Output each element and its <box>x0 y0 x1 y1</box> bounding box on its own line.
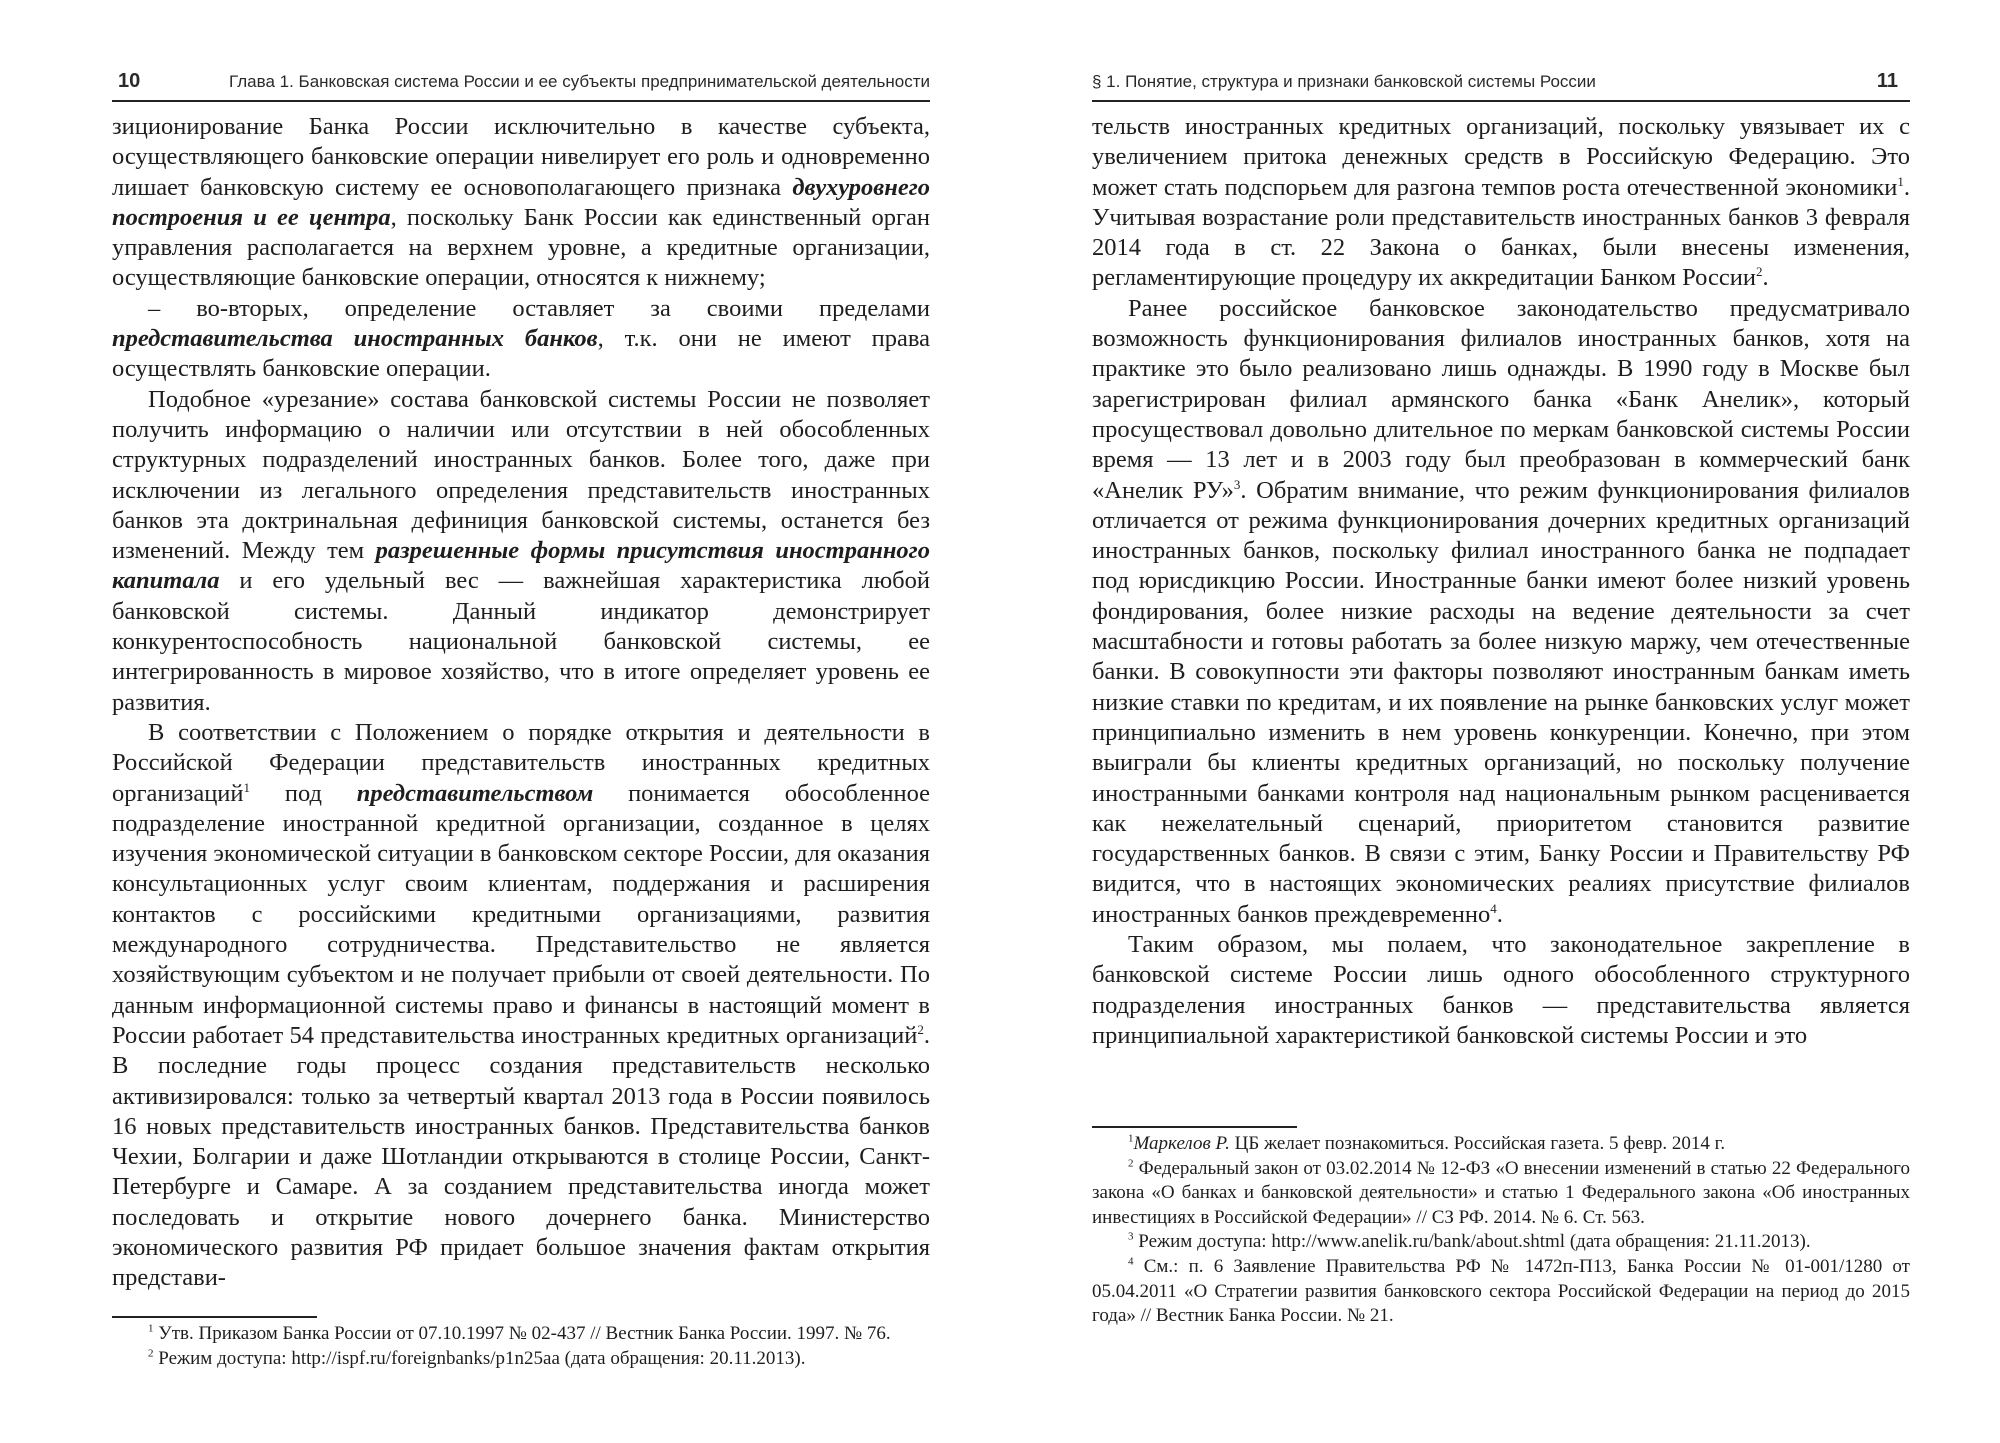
text-run: В соответствии с Положением о порядке открытия и деятельности в Российской Федерации представительств иностранных кредитных организаций <box>112 718 930 807</box>
footnote-number: 2 <box>1128 1157 1134 1170</box>
right-page-body <box>1092 112 1910 1051</box>
text-run: под <box>250 779 357 807</box>
footnote-number: 3 <box>1128 1231 1134 1244</box>
text-run: . <box>1496 900 1503 928</box>
footnote-ref[interactable]: 1 <box>243 779 251 795</box>
left-footnotes <box>112 1322 930 1371</box>
text-run: , т.к. они не имеют права осуществлять банковские операции. <box>112 325 930 383</box>
footnote <box>112 1322 930 1347</box>
paragraph <box>1092 112 1910 294</box>
right-page-header <box>1092 64 1910 102</box>
page-number: 11 <box>1876 70 1898 92</box>
text-run: Подобное «урезание» состава банковской системы России не позволяет получить информацию о наличии или отсутствии в ней обособленных структурных подразделений иностранных банков. Более того, даже при исключении из легального определения представительств иностранных банков эта доктринальная дефиниция банковской системы, останется без изменений. Между тем <box>112 385 930 565</box>
footnote <box>1092 1255 1910 1329</box>
running-head: Глава 1. Банковская система России и ее субъекты предпринимательской деятельности <box>229 72 930 91</box>
footnote-divider <box>112 1316 317 1318</box>
footnote-number: 1 <box>1128 1132 1134 1145</box>
text-run: зиционирование Банка России исключительно в качестве субъекта, осуществляющего банковские операции нивелирует его роль и одновременно лишает банковскую систему ее основополагающего признака <box>112 113 930 201</box>
footnote-text: См.: п. 6 Заявление Правительства РФ № 1472п-П13, Банка России № 01-001/1280 от 05.04.2011 «О Стратегии развития банковского сектора Российской Федерации на период до 2015 года» // Вестник Банка России. № 21. <box>1092 1255 1910 1327</box>
footnote-text: Режим доступа: http://ispf.ru/foreignbanks/p1n25aa (дата обращения: 20.11.2013). <box>153 1347 806 1369</box>
paragraph <box>1092 294 1910 930</box>
footnote-number: 2 <box>148 1347 154 1360</box>
footnote <box>1092 1132 1910 1157</box>
text-run: – во-вторых, определение оставляет за своими пределами <box>148 294 930 322</box>
footnote-number: 1 <box>148 1322 154 1335</box>
footnote-text: Федеральный закон от 03.02.2014 № 12-ФЗ «О внесении изменений в статью 22 Федерального закона «О банках и банковской деятельности» и статью 1 Федерального закона «Об иностранных инвестициях в Российской Федерации» // СЗ РФ. 2014. № 6. Ст. 563. <box>1092 1157 1910 1228</box>
footnote-divider <box>1092 1126 1297 1128</box>
emphasis-text: представительства иностранных банков <box>112 325 598 353</box>
right-footnotes <box>1092 1132 1910 1329</box>
footnote-ref[interactable]: 4 <box>1490 900 1497 916</box>
text-run: Ранее российское банковское законодательство предусматривало возможность функционирования филиалов иностранных банков, хотя на практике это было реализовано лишь однажды. В 1990 году в Москве был зарегистрирован филиал армянского банка «Банк Анелик», который просуществовал довольно длительное по меркам банковской системы России время — 13 лет и в 2003 году был преобразован в коммерческий банк «Анелик РУ» <box>1092 294 1910 504</box>
emphasis-text: представительством <box>356 779 594 807</box>
paragraph <box>1092 930 1910 1051</box>
text-run: . <box>1762 264 1769 292</box>
footnote-ref[interactable]: 3 <box>1233 476 1241 492</box>
paragraph <box>112 718 930 1294</box>
emphasis-text: разрешенные формы присутствия иностранного капитала <box>112 537 930 595</box>
footnote-number: 4 <box>1128 1255 1134 1268</box>
paragraph <box>112 294 930 385</box>
footnote-text: ЦБ желает познакомиться. Российская газета. 5 февр. 2014 г. <box>1229 1133 1726 1154</box>
footnote-text: Режим доступа: http://www.anelik.ru/bank/about.shtml (дата обращения: 21.11.2013). <box>1133 1231 1811 1253</box>
footnote-ref[interactable]: 2 <box>1755 264 1763 280</box>
footnote <box>1092 1157 1910 1231</box>
running-head: § 1. Понятие, структура и признаки банковской системы России <box>1092 72 1596 91</box>
footnote <box>112 1347 930 1372</box>
emphasis-text: двухуровнего построения и ее центра <box>112 173 930 231</box>
text-run: . В последние годы процесс создания представительств несколько активизировался: только за четвертый квартал 2013 года в России появилось 16 новых представительств иностранных банков. Представительства банков Чехии, Болгарии и даже Шотландии открываются в столице России, Санкт-Петербурге и Самаре. А за созданием представительства иногда может последовать и открытие нового дочернего банка. Министерство экономического развития РФ придает большое значения фактам открытия представи- <box>112 1021 930 1292</box>
page-number: 10 <box>118 70 141 92</box>
paragraph <box>112 385 930 718</box>
text-run: . Учитывая возрастание роли представительств иностранных банков 3 февраля 2014 года в ст. 22 Закона о банках, были внесены изменения, регламентирующие процедуру их аккредитации Банком России <box>1092 173 1910 292</box>
footnote-author: Маркелов Р. <box>1133 1133 1230 1154</box>
paragraph <box>112 112 930 294</box>
text-run: , поскольку Банк России как единственный орган управления располагается на верхнем уровне, а кредитные организации, осуществляющие банковские операции, относятся к нижнему; <box>112 203 931 292</box>
text-run: Таким образом, мы полаем, что законодательное закрепление в банковской системе России лишь одного обособленного структурного подразделения иностранных банков — представительства является принципиальной характеристикой банковской системы России и это <box>1092 931 1910 1049</box>
text-run: понимается обособленное подразделение иностранной кредитной организации, созданное в целях изучения экономической ситуации в банковском секторе России, для оказания консультационных услуг своим клиентам, поддержания и расширения контактов с российскими кредитными организациями, развития международного сотрудничества. Представительство не является хозяйствующим субъектом и не получает прибыли от своей деятельности. По данным информационной системы право и финансы в настоящий момент в России работает 54 представительства иностранных кредитных организаций <box>112 779 930 1049</box>
text-run: и его удельный вес — важнейшая характеристика любой банковской системы. Данный индикатор демонстрирует конкурентоспособность национальной банковской системы, ее интегрированность в мировое хозяйство, что в итоге определяет уровень ее развития. <box>112 567 930 716</box>
footnote-ref[interactable]: 1 <box>1897 173 1904 189</box>
left-page-header <box>112 64 930 102</box>
footnote-ref[interactable]: 2 <box>917 1021 924 1037</box>
text-run: тельств иностранных кредитных организаций, поскольку увязывает их с увеличением притока денежных средств в Российскую Федерацию. Это может стать подспорьем для разгона темпов роста отечественной экономики <box>1092 113 1910 201</box>
left-page-body <box>112 112 930 1294</box>
text-run: . Обратим внимание, что режим функционирования филиалов отличается от режима функционирования дочерних кредитных организаций иностранных банков, поскольку филиал иностранного банка не подпадает под юрисдикцию России. Иностранные банки имеют более низкий уровень фондирования, более низкие расходы на ведение деятельности за счет масштабности и готовы работать за более низкую маржу, чем отечественные банки. В совокупности эти факторы позволяют иностранным банкам иметь низкие ставки по кредитам, и их появление на рынке банковских услуг может принципиально изменить в нем уровень конкуренции. Конечно, при этом выиграли бы клиенты кредитных организаций, но поскольку получение иностранными банками контроля над национальным рынком расценивается как нежелательный сценарий, приоритетом становится развитие государственных банков. В связи с этим, Банку России и Правительству РФ видится, что в настоящих экономических реалиях присутствие филиалов иностранных банков преждевременно <box>1092 476 1910 928</box>
footnote-text: Утв. Приказом Банка России от 07.10.1997 № 02-437 // Вестник Банка России. 1997. № 76. <box>153 1323 891 1344</box>
footnote <box>1092 1230 1910 1255</box>
